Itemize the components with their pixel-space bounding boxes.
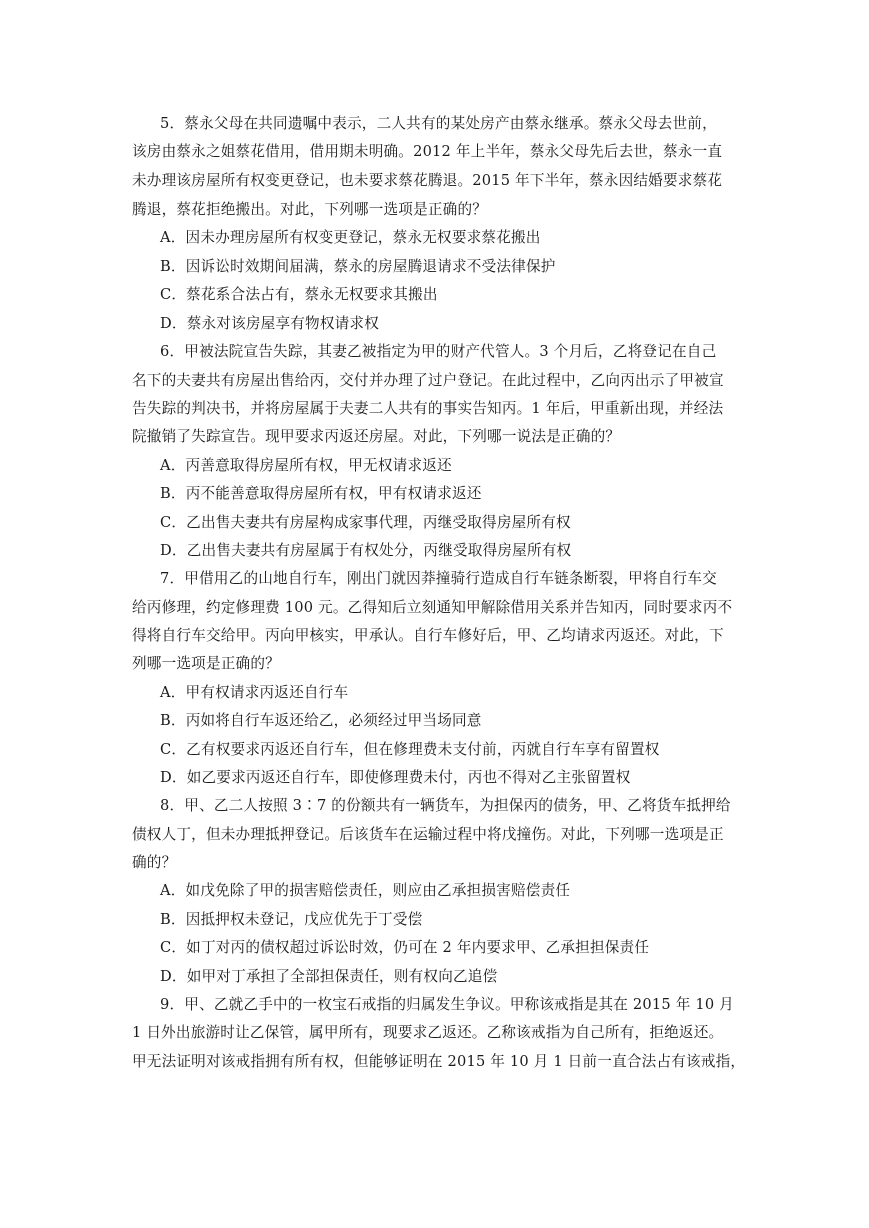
question-6-line-1: 6．甲被法院宣告失踪，其妻乙被指定为甲的财产代管人。3 个月后，乙将登记在自己 (160, 343, 717, 360)
question-7-option-b: B．丙如将自行车返还给乙，必须经过甲当场同意 (160, 712, 482, 729)
question-7-option-c: C．乙有权要求丙返还自行车，但在修理费未支付前，丙就自行车享有留置权 (160, 741, 660, 758)
question-6-option-a: A．丙善意取得房屋所有权，甲无权请求返还 (160, 457, 452, 474)
question-6-line-3: 告失踪的判决书，并将房屋属于夫妻二人共有的事实告知丙。1 年后，甲重新出现，并经法 (132, 400, 724, 417)
question-6-option-d: D．乙出售夫妻共有房屋属于有权处分，丙继受取得房屋所有权 (160, 542, 572, 559)
question-9-line-2: 1 日外出旅游时让乙保管，属甲所有，现要求乙返还。乙称该戒指为自己所有，拒绝返还。 (132, 1024, 724, 1041)
question-8-line-1: 8．甲、乙二人按照 3∶7 的份额共有一辆货车，为担保丙的债务，甲、乙将货车抵押给 (160, 797, 731, 814)
question-8-line-3: 确的？ (132, 854, 177, 871)
question-7-option-d: D．如乙要求丙返还自行车，即使修理费未付，丙也不得对乙主张留置权 (160, 769, 631, 786)
question-6-line-2: 名下的夫妻共有房屋出售给丙，交付并办理了过户登记。在此过程中，乙向丙出示了甲被宣 (132, 372, 724, 389)
question-5-line-3: 未办理该房屋所有权变更登记，也未要求蔡花腾退。2015 年下半年，蔡永因结婚要求蔡花 (132, 172, 723, 189)
question-8-option-b: B．因抵押权未登记，戊应优先于丁受偿 (160, 911, 423, 928)
question-5-line-1: 5．蔡永父母在共同遗嘱中表示，二人共有的某处房产由蔡永继承。蔡永父母去世前， (160, 115, 717, 132)
question-7-line-3: 得将自行车交给甲。丙向甲核实，甲承认。自行车修好后，甲、乙均请求丙返还。对此，下 (132, 627, 724, 644)
question-7-line-4: 列哪一选项是正确的？ (132, 655, 280, 672)
question-5-option-c: C．蔡花系合法占有，蔡永无权要求其搬出 (160, 286, 438, 303)
question-5-option-d: D．蔡永对该房屋享有物权请求权 (160, 315, 380, 332)
question-7-option-a: A．甲有权请求丙返还自行车 (160, 684, 349, 701)
question-5-line-4: 腾退，蔡花拒绝搬出。对此，下列哪一选项是正确的？ (132, 201, 488, 218)
question-8-option-c: C．如丁对丙的债权超过诉讼时效，仍可在 2 年内要求甲、乙承担担保责任 (160, 939, 650, 956)
question-6-option-c: C．乙出售夫妻共有房屋构成家事代理，丙继受取得房屋所有权 (160, 514, 571, 531)
question-5-option-b: B．因诉讼时效期间届满，蔡永的房屋腾退请求不受法律保护 (160, 258, 556, 275)
question-5-line-2: 该房由蔡永之姐蔡花借用，借用期未明确。2012 年上半年，蔡永父母先后去世，蔡永一直 (132, 143, 723, 160)
question-6-option-b: B．丙不能善意取得房屋所有权，甲有权请求返还 (160, 485, 482, 502)
question-5-option-a: A．因未办理房屋所有权变更登记，蔡永无权要求蔡花搬出 (160, 229, 541, 246)
question-8-option-a: A．如戊免除了甲的损害赔偿责任，则应由乙承担损害赔偿责任 (160, 882, 571, 899)
question-8-line-2: 债权人丁，但未办理抵押登记。后该货车在运输过程中将戊撞伤。对此，下列哪一选项是正 (132, 826, 724, 843)
question-8-option-d: D．如甲对丁承担了全部担保责任，则有权向乙追偿 (160, 968, 498, 985)
question-9-line-3: 甲无法证明对该戒指拥有所有权，但能够证明在 2015 年 10 月 1 日前一直合法占有该戒指， (132, 1053, 746, 1070)
question-9-line-1: 9．甲、乙就乙手中的一枚宝石戒指的归属发生争议。甲称该戒指是其在 2015 年 10 月 (160, 996, 734, 1013)
question-6-line-4: 院撤销了失踪宣告。现甲要求丙返还房屋。对此，下列哪一说法是正确的？ (132, 428, 621, 445)
question-7-line-1: 7．甲借用乙的山地自行车，刚出门就因莽撞骑行造成自行车链条断裂，甲将自行车交 (160, 570, 717, 587)
question-7-line-2: 给丙修理，约定修理费 100 元。乙得知后立刻通知甲解除借用关系并告知丙，同时要求丙不 (132, 599, 733, 616)
